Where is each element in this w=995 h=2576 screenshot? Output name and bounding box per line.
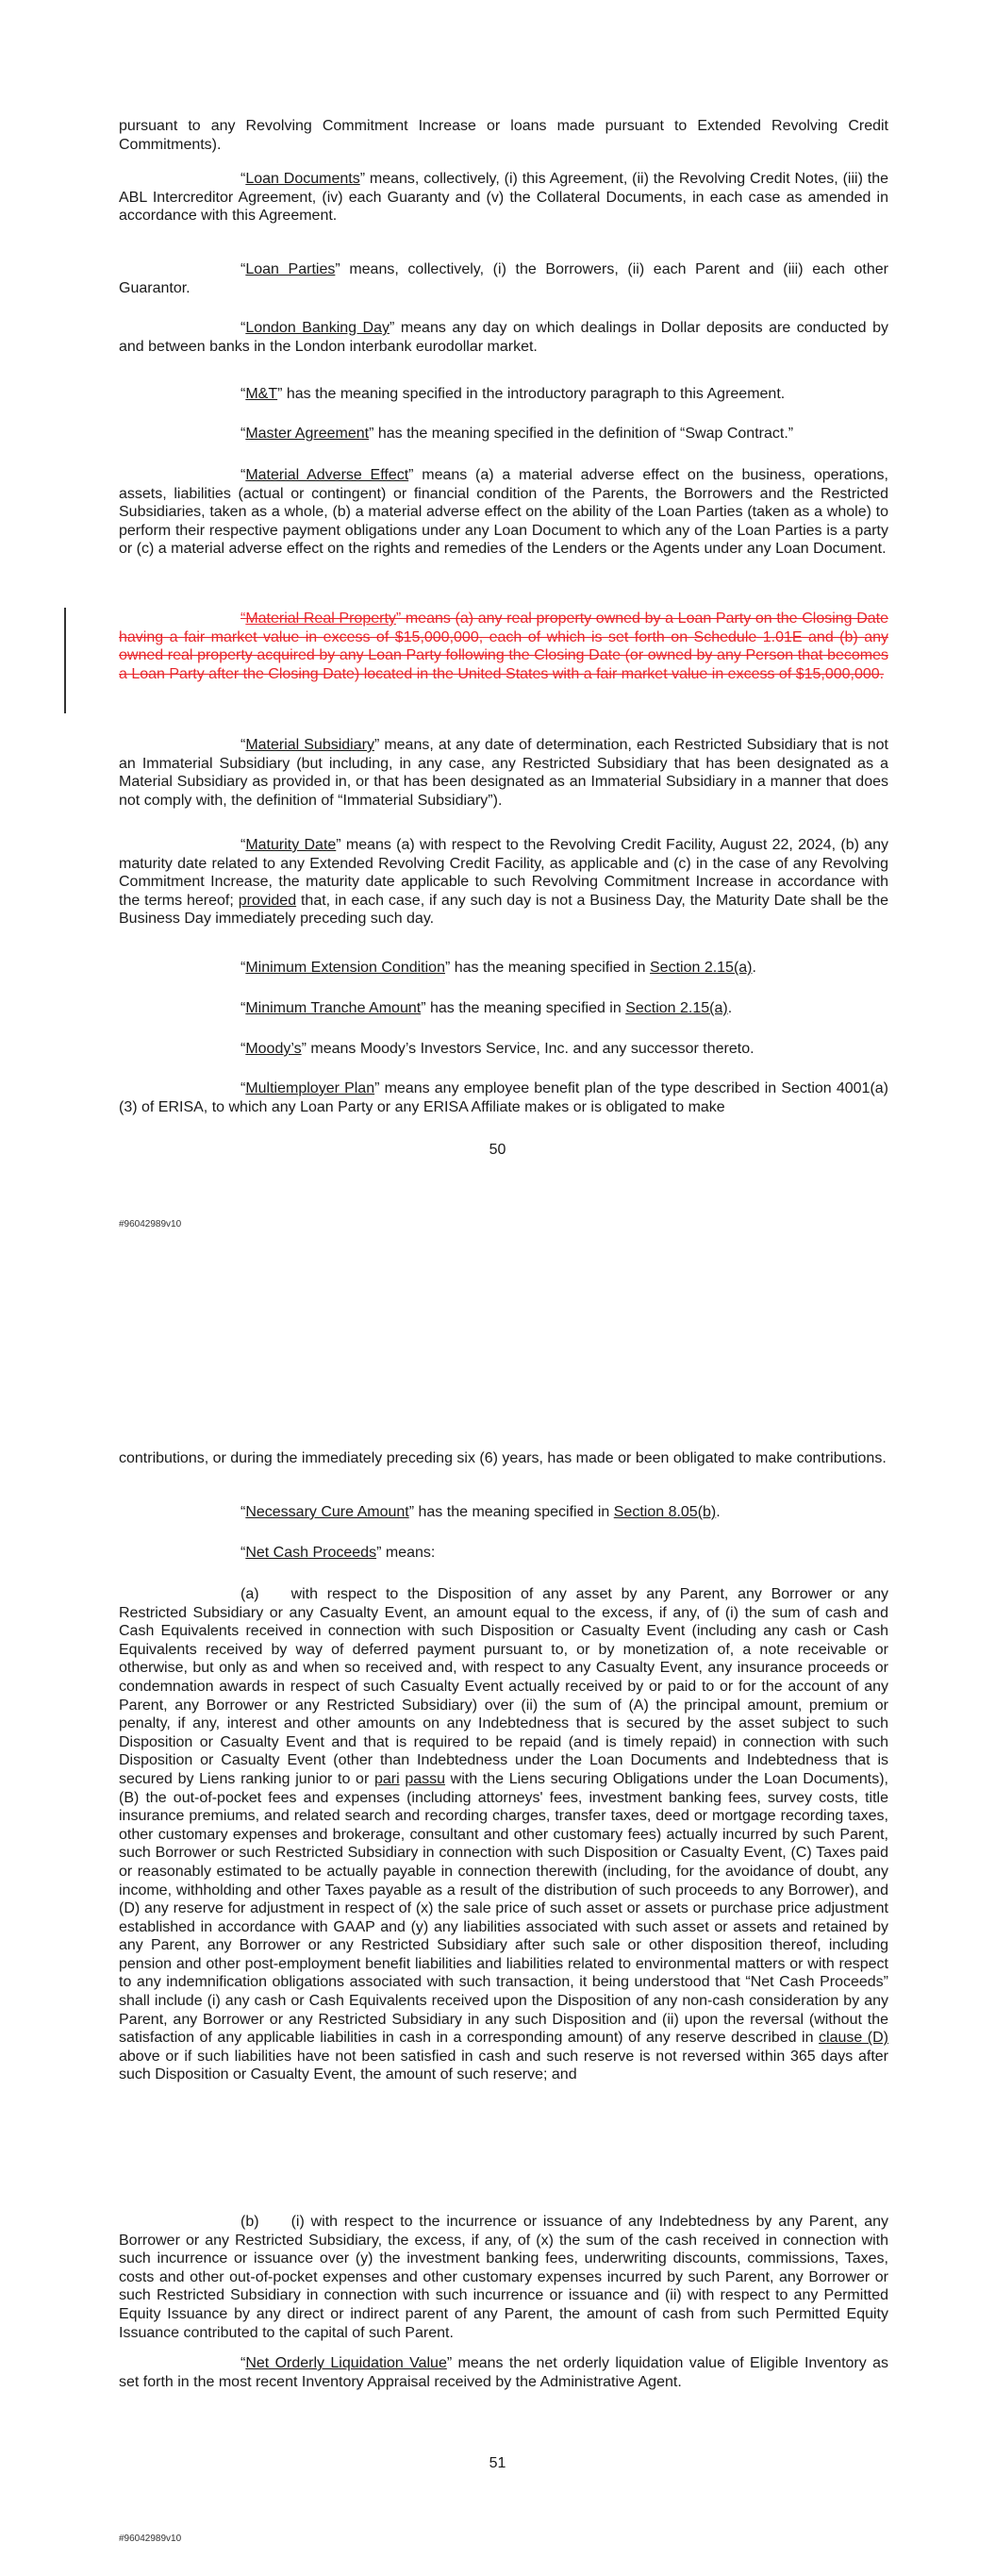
definition-net-cash-proceeds	[119, 1544, 888, 1563]
definition-text: ” has the meaning specified in	[421, 1000, 626, 1016]
clause-a	[119, 1585, 888, 2084]
definition-london-banking-day	[119, 319, 888, 356]
page-number: 50	[489, 1142, 506, 1158]
open-quote: “	[240, 426, 246, 442]
page-number: 51	[489, 2455, 506, 2471]
document-page-51	[0, 1302, 995, 2576]
open-quote: “	[240, 386, 246, 402]
definition-text: ” means Moody’s Investors Service, Inc. and any successor thereto.	[301, 1041, 755, 1057]
definition-text: ” means, at any date of determination, each Restricted Subsidiary that is not an Immaterial Subsidiary (but including, in any case, any Restricted Subsidiary that has been designated as a Material Subsidiary as provided in, or that has been designated as an Immaterial Subsidiary in a manner that does not comply with, the definition of “Immaterial Subsidiary”).	[119, 737, 888, 809]
defined-term: Multiemployer Plan	[245, 1080, 375, 1096]
definition-material-real-property-deleted	[119, 610, 888, 683]
period: .	[752, 960, 756, 976]
definition-loan-documents	[119, 170, 888, 226]
defined-term: Necessary Cure Amount	[245, 1504, 409, 1520]
paragraph-continued	[119, 117, 888, 154]
defined-term: Loan Documents	[245, 171, 360, 187]
passu-term: passu	[405, 1770, 446, 1787]
clause-text: with respect to the Disposition of any asset by any Parent, any Borrower or any Restricted Subsidiary or any Casualty Event, an amount equal to the excess, if any, of (i) the sum of cash and Cash Equivalents received in connection with such Disposition or Casualty Event (including any cash or Cash Equivalents received by way of deferred payment pursuant to, or by monetization of, a note receivable or otherwise, but only as and when so received and, with respect to any Casualty Event, any insurance proceeds or condemnation awards in respect of such Casualty Event actually received by or paid to or for the account of any Parent, any Borrower or any Restricted Subsidiary) over (ii) the sum of (A) the principal amount, premium or penalty, if any, interest and other amounts on any Indebtedness that is secured by the asset subject to such Disposition or Casualty Event and that is required to be repaid (and is timely repaid) in connection with such Disposition or Casualty Event (other than Indebtedness under the Loan Documents and Indebtedness that is secured by Liens ranking junior to or	[119, 1586, 888, 1787]
open-quote: “	[240, 1041, 246, 1057]
period: .	[727, 1000, 733, 1016]
defined-term: London Banking Day	[245, 320, 390, 336]
definition-text: ” means:	[376, 1545, 436, 1561]
definition-minimum-tranche-amount	[119, 999, 888, 1018]
open-quote: “	[240, 171, 246, 187]
definition-text: ” has the meaning specified in	[444, 960, 650, 976]
defined-term: Maturity Date	[245, 837, 337, 853]
open-quote: “	[240, 1504, 246, 1520]
open-quote: “	[240, 837, 246, 853]
definition-text: ” has the meaning specified in the introductory paragraph to this Agreement.	[277, 386, 786, 402]
clause-label: (b)	[240, 2214, 259, 2230]
paragraph-continued	[119, 1449, 888, 1468]
section-reference: Section 2.15(a)	[650, 960, 753, 976]
definition-text: ” means, collectively, (i) the Borrowers, (ii) each Parent and (iii) each other Guarantor.	[119, 261, 888, 296]
paragraph-text: contributions, or during the immediately preceding six (6) years, has made or been obligated to make contributions.	[119, 1450, 887, 1466]
defined-term: Master Agreement	[245, 426, 370, 442]
open-quote: “	[240, 960, 246, 976]
provided-term: provided	[238, 892, 297, 909]
definition-master-agreement	[119, 425, 888, 443]
definition-net-orderly-liquidation-value	[119, 2354, 888, 2391]
clause-text-continued: with the Liens securing Obligations under the Loan Documents), (B) the out-of-pocket fees and expenses (including attorneys' fees, investment banking fees, survey costs, title insurance premiums, and related search and recording charges, transfer taxes, deed or mortgage recording taxes, other customary expenses and brokerage, consultant and other customary fees) actually incurred by such Parent, such Borrower or such Restricted Subsidiary in connection with such Disposition or Casualty Event, (C) Taxes paid or reasonably estimated to be actually payable in connection therewith (including, for the avoidance of doubt, any income, withholding and other Taxes payable as a result of the distribution of such proceeds to any Borrower), and (D) any reserve for adjustment in respect of (x) the sale price of such asset or assets or purchase price adjustment established in accordance with GAAP and (y) any liabilities associated with such asset or assets and retained by any Parent, any Borrower or any Restricted Subsidiary after such sale or other disposition thereof, including pension and other post-employment benefit liabilities and liabilities related to environmental matters or with respect to any indemnification obligations associated with such transaction, it being understood that “Net Cash Proceeds” shall include (i) any cash or Cash Equivalents received upon the Disposition of any non-cash consideration by any Parent, any Borrower or any Restricted Subsidiary in any such Disposition and (ii) upon the reversal (without the satisfaction of any applicable liabilities in cash in a corresponding amount) of any reserve described in	[119, 1770, 888, 2047]
clause-text: (i) with respect to the incurrence or issuance of any Indebtedness by any Parent, any Borrower or any Restricted Subsidiary, the excess, if any, of (x) the sum of the cash received in connection with such incurrence or issuance over (y) the investment banking fees, underwriting discounts, commissions, Taxes, costs and other out-of-pocket expenses and other customary expenses incurred by such Parent, any Borrower or such Restricted Subsidiary in connection with such incurrence or issuance and (ii) with respect to any Permitted Equity Issuance by any direct or indirect parent of any Parent, the amount of cash from such Permitted Equity Issuance contributed to the capital of such Parent.	[119, 2214, 888, 2341]
section-reference: Section 8.05(b)	[613, 1504, 717, 1520]
open-quote: “	[240, 611, 246, 627]
deleted-definition-text: ” means (a) any real property owned by a Loan Party on the Closing Date having a fair market value in excess of $15,000,000, each of which is set forth on Schedule 1.01E and (b) any owned real property acquired by any Loan Party following the Closing Date (or owned by any Person that becomes a Loan Party after the Closing Date) located in the United States with a fair market value in excess of $15,000,000.	[119, 611, 889, 682]
clause-b	[119, 2213, 888, 2342]
definition-text: ” has the meaning specified in the definition of “Swap Contract.”	[369, 426, 794, 442]
definition-moodys	[119, 1040, 888, 1059]
definition-multiemployer-plan	[119, 1079, 888, 1116]
definition-necessary-cure-amount	[119, 1503, 888, 1522]
definition-text: ” means any day on which dealings in Dollar deposits are conducted by and between banks in the London interbank eurodollar market.	[119, 320, 888, 355]
definition-loan-parties	[119, 260, 888, 297]
defined-term: Material Adverse Effect	[245, 467, 409, 483]
defined-term: M&T	[245, 386, 278, 402]
definition-text: ” means (a) with respect to the Revolving Credit Facility, August 22, 2024, (b) any maturity date related to any Extended Revolving Credit Facility, as applicable and (c) in the case of any Revolving Commitment Increase, the maturity date applicable to such Revolving Commitment Increase in accordance with the terms hereof;	[119, 837, 889, 909]
defined-term: Minimum Tranche Amount	[245, 1000, 422, 1016]
period: .	[716, 1504, 721, 1520]
definition-text: ” means, collectively, (i) this Agreement, (ii) the Revolving Credit Notes, (iii) the ABL Intercreditor Agreement, (iv) each Guaranty and (v) the Collateral Documents, in each case as amended in accordance with this Agreement.	[119, 171, 888, 225]
definition-minimum-extension-condition	[119, 959, 888, 978]
defined-term: Net Cash Proceeds	[245, 1545, 377, 1561]
document-id: #96042989v10	[119, 2534, 182, 2544]
defined-term: Moody’s	[245, 1041, 302, 1057]
definition-text: ” means the net orderly liquidation value of Eligible Inventory as set forth in the most recent Inventory Appraisal received by the Administrative Agent.	[119, 2355, 889, 2390]
revision-change-bar	[64, 608, 66, 713]
definition-text: ” has the meaning specified in	[408, 1504, 614, 1520]
section-reference: Section 2.15(a)	[625, 1000, 728, 1016]
definition-material-subsidiary	[119, 736, 888, 810]
open-quote: “	[240, 467, 246, 483]
open-quote: “	[240, 1080, 246, 1096]
paragraph-text: pursuant to any Revolving Commitment Increase or loans made pursuant to Extended Revolving Credit Commitments).	[119, 118, 888, 153]
document-id: #96042989v10	[119, 1219, 182, 1229]
defined-term: Material Real Property	[245, 611, 396, 627]
definition-text: ” means any employee benefit plan of the type described in Section 4001(a)(3) of ERISA, to which any Loan Party or any ERISA Affiliate makes or is obligated to make	[119, 1080, 889, 1115]
defined-term: Net Orderly Liquidation Value	[245, 2355, 447, 2371]
open-quote: “	[240, 261, 246, 277]
open-quote: “	[240, 2355, 246, 2371]
definition-maturity-date	[119, 836, 888, 928]
defined-term: Material Subsidiary	[245, 737, 374, 753]
clause-text-end: above or if such liabilities have not been satisfied in cash and such reserve is not reversed within 365 days after such Disposition or Casualty Event, the amount of such reserve; and	[119, 2048, 888, 2083]
clause-reference: clause (D)	[819, 2030, 889, 2047]
open-quote: “	[240, 1000, 246, 1016]
definition-m-and-t	[119, 385, 888, 404]
open-quote: “	[240, 737, 246, 753]
open-quote: “	[240, 320, 246, 336]
definition-text: ” means (a) a material adverse effect on the business, operations, assets, liabilities (actual or contingent) or financial condition of the Parents, the Borrowers and the Restricted Subsidiaries, taken as a whole, (b) a material adverse effect on the ability of the Loan Parties (taken as a whole) to perform their respective payment obligations under any Loan Document to which any of the Loan Parties is a party or (c) a material adverse effect on the rights and remedies of the Lenders or the Agents under any Loan Document.	[119, 467, 888, 558]
defined-term: Loan Parties	[245, 261, 336, 277]
open-quote: “	[240, 1545, 246, 1561]
definition-text-continued: that, in each case, if any such day is not a Business Day, the Maturity Date shall be the Business Day immediately preceding such day.	[119, 892, 889, 928]
pari-term: pari	[373, 1770, 400, 1787]
clause-label: (a)	[240, 1586, 259, 1602]
defined-term: Minimum Extension Condition	[245, 960, 445, 976]
definition-material-adverse-effect	[119, 466, 888, 559]
